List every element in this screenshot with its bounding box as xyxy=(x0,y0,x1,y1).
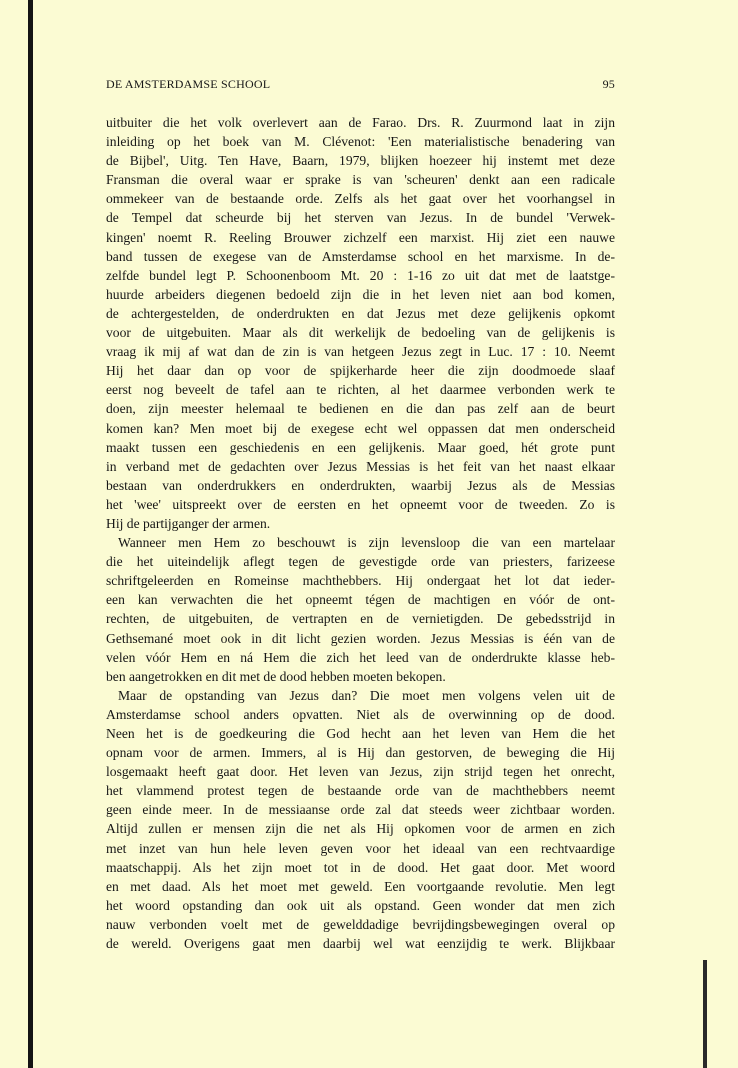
text-line: band tussen de exegese van de Amsterdamse school en het marxisme. In de- xyxy=(106,248,615,264)
text-line: Fransman die overal waar er sprake is van 'scheuren' denkt aan een radicale xyxy=(106,172,615,188)
text-line: nauw verbonden voelt met de gewelddadige bevrijdingsbewegingen overal op xyxy=(106,916,615,932)
text-line: velen vóór Hem en ná Hem die zich het leed van de onderdrukte klasse heb- xyxy=(106,649,615,665)
text-line: ben aangetrokken en dit met de dood hebben moeten bekopen. xyxy=(106,668,446,684)
page-number: 95 xyxy=(602,77,615,91)
text-line: eerst nog beveelt de tafel aan te richten, al het daarmee verbonden werk te xyxy=(106,382,615,398)
text-line: geen einde meer. In de messiaanse orde zal dat steeds weer zichtbaar worden. xyxy=(106,802,615,818)
text-line: die het uiteindelijk aflegt tegen de gevestigde orde van priesters, farizeese xyxy=(106,554,615,570)
text-line: Hij het daar dan op voor de spijkerharde heer die zijn doodmoede slaaf xyxy=(106,363,615,379)
text-line: Amsterdamse school anders opvatten. Niet als de overwinning op de dood. xyxy=(106,706,615,722)
text-line: de achtergestelden, de onderdrukten en dat Jezus met deze gelijkenis opkomt xyxy=(106,305,615,321)
text-line: bestaan van onderdrukkers en onderdrukten, waarbij Jezus als de Messias xyxy=(106,477,615,493)
text-line: Wanneer men Hem zo beschouwt is zijn levensloop die van een martelaar xyxy=(118,535,615,551)
text-line: maakt tussen een geschiedenis en een gelijkenis. Maar goed, hét grote punt xyxy=(106,439,615,455)
text-line: het woord opstanding dan ook uit als opstand. Geen wonder dat men zich xyxy=(106,897,615,913)
text-line: de Tempel dat scheurde bij het sterven van Jezus. In de bundel 'Verwek- xyxy=(106,210,615,226)
text-line: de wereld. Overigens gaat men daarbij wel wat eenzijdig te werk. Blijkbaar xyxy=(106,936,615,952)
text-line: kingen' noemt R. Reeling Brouwer zichzelf een marxist. Hij ziet een nauwe xyxy=(106,229,615,245)
text-line: een kan verwachten die het opneemt tégen de machtigen en vóór de ont- xyxy=(106,592,615,608)
text-line: opnam voor de armen. Immers, al is Hij dan gestorven, de beweging die Hij xyxy=(106,745,615,761)
text-line: komen kan? Men moet bij de exegese echt wel oppassen dat men onderscheid xyxy=(106,420,615,436)
text-line: voor de uitgebuiten. Maar als dit werkelijk de bedoeling van de gelijkenis is xyxy=(106,325,615,341)
text-line: maatschappij. Als het zijn moet tot in de dood. Het gaat door. Met woord xyxy=(106,859,615,875)
paragraph xyxy=(106,533,615,686)
page-header xyxy=(106,77,615,97)
text-line: ommekeer van de bestaande orde. Zelfs als het gaat over het voorhangsel in xyxy=(106,191,615,207)
text-line: Altijd zullen er mensen zijn die net als Hij opkomen voor de armen en zich xyxy=(106,821,615,837)
text-line: zelfde bundel legt P. Schoonenboom Mt. 20 : 1-16 zo uit dat met de laatstge- xyxy=(106,267,615,283)
text-line: Hij de partijganger der armen. xyxy=(106,515,271,531)
paragraph xyxy=(106,113,615,533)
text-line: huurde arbeiders diegenen bedoeld zijn die in het leven niet aan bod komen, xyxy=(106,286,615,302)
text-line: losgemaakt heeft gaat door. Het leven van Jezus, zijn strijd tegen het onrecht, xyxy=(106,764,615,780)
text-line: uitbuiter die het volk overlevert aan de Farao. Drs. R. Zuurmond laat in zijn xyxy=(106,115,615,130)
text-line: het 'wee' uitspreekt over de eersten en het opneemt voor de tweeden. Zo is xyxy=(106,496,615,512)
text-line: Maar de opstanding van Jezus dan? Die moet men volgens velen uit de xyxy=(118,687,615,703)
text-line: Neen het is de goedkeuring die God hecht aan het leven van Hem die het xyxy=(106,726,615,741)
text-line: rechten, de uitgebuiten, de vertrapten en de vernietigden. De gebedsstrijd in xyxy=(106,611,615,627)
running-head: DE AMSTERDAMSE SCHOOL xyxy=(106,77,271,91)
text-line: doen, zijn meester helemaal te bedienen en die dan pas zelf aan de beurt xyxy=(106,401,615,417)
body-text xyxy=(106,113,615,953)
paragraph xyxy=(106,686,615,953)
scan-edge-right xyxy=(703,960,707,1068)
text-line: Gethsemané moet ook in dit licht gezien worden. Jezus Messias is één van de xyxy=(106,630,615,646)
text-line: met inzet van hun hele leven geven voor het ideaal van een rechtvaardige xyxy=(106,840,615,856)
text-line: vraag ik mij af wat dan de zin is van hetgeen Jezus zegt in Luc. 17 : 10. Neemt xyxy=(106,344,615,360)
text-line: inleiding op het boek van M. Clévenot: 'Een materialistische benadering van xyxy=(106,134,615,150)
text-line: schriftgeleerden en Romeinse machthebbers. Hij ondergaat het lot dat ieder- xyxy=(106,573,615,589)
text-line: de Bijbel', Uitg. Ten Have, Baarn, 1979, blijken hoezeer hij instemt met deze xyxy=(106,153,615,169)
text-line: in verband met de gedachten over Jezus Messias is het feit van het naast elkaar xyxy=(106,458,615,474)
text-line: en met daad. Als het moet met geweld. Een voortgaande revolutie. Men legt xyxy=(106,878,615,894)
text-line: het vlammend protest tegen de bestaande orde van de machthebbers neemt xyxy=(106,783,615,799)
scan-edge-left xyxy=(28,0,33,1068)
